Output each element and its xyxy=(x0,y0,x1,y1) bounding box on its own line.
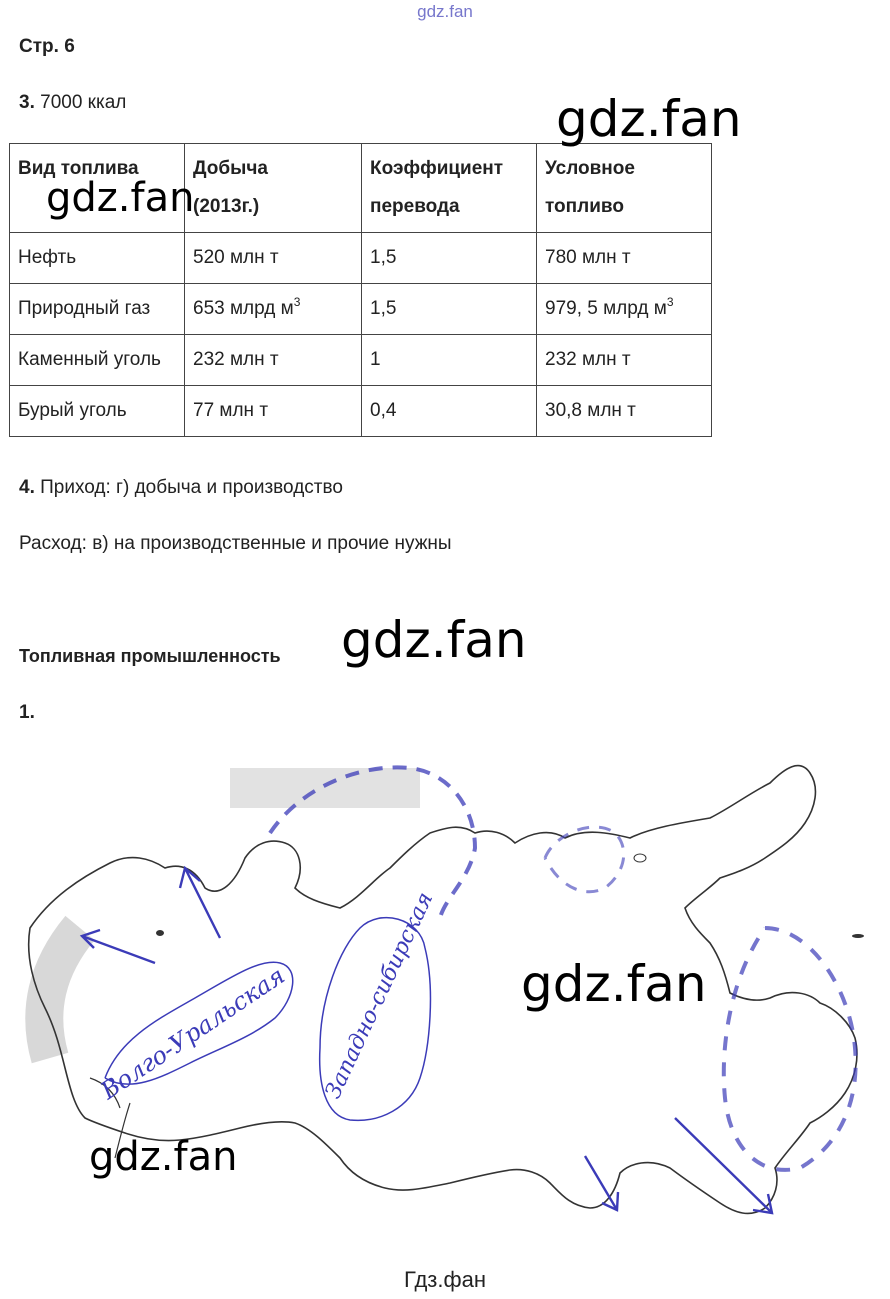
table-cell: 979, 5 млрд $м^3$ xyxy=(537,284,712,335)
table-cell: 77 млн т xyxy=(185,386,362,437)
watermark: gdz.fan xyxy=(89,1134,238,1180)
table-header-cell: Добыча (2013г.) xyxy=(185,144,362,233)
table-cell: Нефть xyxy=(10,233,185,284)
top-watermark: gdz.fan xyxy=(417,2,473,21)
table-cell: Каменный уголь xyxy=(10,335,185,386)
table-cell: 232 млн т xyxy=(537,335,712,386)
export-arrow xyxy=(585,1156,618,1210)
question-1-number: 1. xyxy=(19,702,35,723)
island xyxy=(634,854,646,862)
question-number: 3. xyxy=(19,92,35,113)
table-cell: 1,5 xyxy=(362,233,537,284)
watermark: gdz.fan xyxy=(46,175,195,221)
footer-label: Гдз.фан xyxy=(404,1267,486,1292)
west-siberian-label: Западно-сибирская xyxy=(320,888,439,1103)
table-cell: Природный газ xyxy=(10,284,185,335)
volga-ural-label: Волго-Уральская xyxy=(95,961,290,1105)
table-cell: 1,5 xyxy=(362,284,537,335)
page-label: Стр. 6 xyxy=(19,36,75,57)
table-cell: 232 млн т xyxy=(185,335,362,386)
question-4-expense: Расход: в) на производственные и прочие нужны xyxy=(19,533,452,554)
basin-boundary xyxy=(545,827,624,892)
table-cell: 653 млрд $м^3$ xyxy=(185,284,362,335)
question-3-answer: 7000 ккал xyxy=(40,92,127,113)
faded-watermark-shape xyxy=(44,928,80,1058)
question-4 xyxy=(19,477,343,500)
watermark: gdz.fan xyxy=(341,611,527,669)
watermark: gdz.fan xyxy=(521,955,707,1013)
question-3 xyxy=(19,92,126,115)
table-row xyxy=(10,284,712,335)
table-cell: 0,4 xyxy=(362,386,537,437)
island xyxy=(852,934,864,938)
table-cell: 520 млн т xyxy=(185,233,362,284)
table-row xyxy=(10,233,712,284)
question-4-income: Приход: г) добыча и производство xyxy=(40,477,343,498)
table-header-cell: Условное топливо xyxy=(537,144,712,233)
table-row xyxy=(10,335,712,386)
export-arrow xyxy=(675,1118,772,1213)
export-arrow xyxy=(82,930,155,963)
table-cell: 30,8 млн т xyxy=(537,386,712,437)
basin-boundary xyxy=(724,928,856,1170)
table-cell: Бурый уголь xyxy=(10,386,185,437)
watermark: gdz.fan xyxy=(556,90,742,148)
table-header-cell: Вид топлива xyxy=(10,144,185,233)
table-cell: 1 xyxy=(362,335,537,386)
table-cell: 780 млн т xyxy=(537,233,712,284)
section-title: Топливная промышленность xyxy=(19,646,281,666)
table-row xyxy=(10,386,712,437)
table-header-cell: Коэффициент перевода xyxy=(362,144,537,233)
island xyxy=(156,930,164,936)
question-number: 4. xyxy=(19,477,35,498)
